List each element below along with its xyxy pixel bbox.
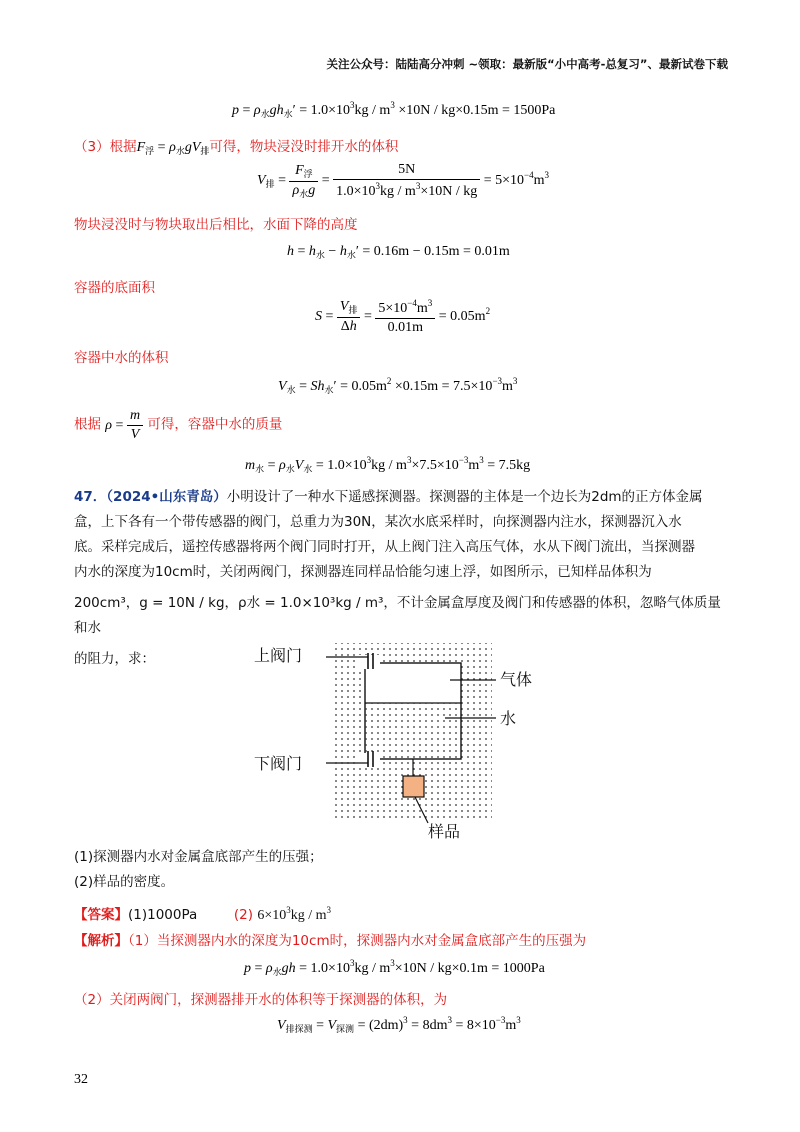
analysis-step2: （2）关闭两阀门，探测器排开水的体积等于探测器的体积，为 (74, 992, 448, 1008)
ask-1: (1)探测器内水对金属盒底部产生的压强； (74, 849, 323, 865)
ask-2: (2)样品的密度。 (74, 874, 175, 890)
label-water: 水 (500, 709, 517, 728)
page-header: 关注公众号：陆陆高分冲刺 ~领取：最新版“小中高考-总复习”、最新试卷下载 (326, 57, 728, 71)
answer-1: (1)1000Pa (128, 907, 198, 923)
equation-area: S = $\frac{V_排}{\Delta h}$ = $\frac{5\times 10^{-4}m^3}{0.01m}$ = $0.05m^2$ (315, 298, 491, 335)
analysis-step1: 【解析】（1）当探测器内水的深度为10cm时，探测器内水对金属盒底部产生的压强为 (74, 933, 587, 949)
equation-water-volume: $V_水 = Sh_水' = 0.05m^2 \times 0.15m = 7.5\times 10^{-3}m^3$ (278, 376, 518, 395)
question-line-5: 200cm³，g = 10N / kg，ρ水 = 1.0×10³kg / m³，不计金属盒厚度及阀门和传感器的体积，忽略气体质量和水 (74, 595, 721, 636)
analysis-equation-1: $p = \rho_水gh = 1.0\times 10^3kg / m^3\times 10N / kg\times 0.1m = 1000Pa$ (244, 958, 545, 977)
equation-mass: $m_水 = \rho_水V_水 = 1.0\times 10^3kg / m^3\times 7.5\times 10^{-3}m^3 = 7.5kg$ (245, 455, 531, 474)
line-mass: 根据 ρ = $\frac{m}{V}$ 可得，容器中水的质量 (74, 408, 283, 442)
bottom-valve-gap (358, 753, 380, 767)
analysis-equation-2: $V_{排探测} = V_{探测} = (2dm)^3 = 8dm^3 = 8\times 10^{-3}m^3$ (277, 1015, 521, 1034)
label-sample: 样品 (428, 822, 461, 840)
answer-2: $6\times 10^3kg / m^3$ (257, 905, 331, 923)
question-line-6: 的阻力，求： (74, 651, 155, 667)
answer-line (74, 898, 331, 928)
answer-tag: 【答案】 (74, 907, 128, 923)
inner-water (366, 703, 461, 758)
page-number: 32 (74, 1072, 88, 1087)
label-top-valve: 上阀门 (254, 646, 303, 665)
question-number: 47． (74, 489, 107, 505)
sample-block (403, 776, 424, 797)
question-line-2: 盒，上下各有一个带传感器的阀门，总重力为30N，某次水底采样时，向探测器内注水，探测器沉入水 (74, 514, 682, 530)
answer-2-label: (2) (233, 907, 254, 923)
line-drop: 物块浸没时与物块取出后相比，水面下降的高度 (74, 217, 358, 233)
label-bottom-valve: 下阀门 (254, 754, 303, 773)
detector-figure (250, 635, 550, 840)
equation-volume: $V_排$ = $\frac{F_浮}{\rho_水g}$ = $\frac{5N}{1.0\times 10^3kg / m^3\times 10N / kg}$ = $5\times 10^{-4}m^3$ (257, 162, 549, 199)
question-line-4: 内水的深度为10cm时，关闭两阀门，探测器连同样品恰能匀速上浮，如图所示，已知样品体积为 (74, 564, 652, 580)
question-source: （2024•山东青岛） (106, 489, 227, 505)
equation-drop: $h = h_水 - h_水' = 0.16m - 0.15m = 0.01m$ (287, 244, 510, 260)
line-water-volume: 容器中水的体积 (74, 350, 169, 366)
line-area: 容器的底面积 (74, 280, 155, 296)
question-line-3: 底。采样完成后，遥控传感器将两个阀门同时打开，从上阀门注入高压气体，水从下阀门流出，当探测器 (74, 539, 695, 555)
equation-pressure: $p = \rho_水gh_水' = 1.0\times 10^3kg / m^3 \times 10N / kg\times 0.15m = 1500Pa$ (232, 100, 556, 119)
analysis-tag: 【解析】 (74, 933, 128, 949)
label-gas: 气体 (500, 670, 533, 689)
question-line-1: 47．（2024•山东青岛）小明设计了一种水下遥感探测器。探测器的主体是一个边长为2dm的正方体金属 (74, 489, 703, 505)
step3-text: （3）根据$F_浮 = \rho_水gV_排$可得，物块浸没时排开水的体积 (74, 139, 399, 156)
